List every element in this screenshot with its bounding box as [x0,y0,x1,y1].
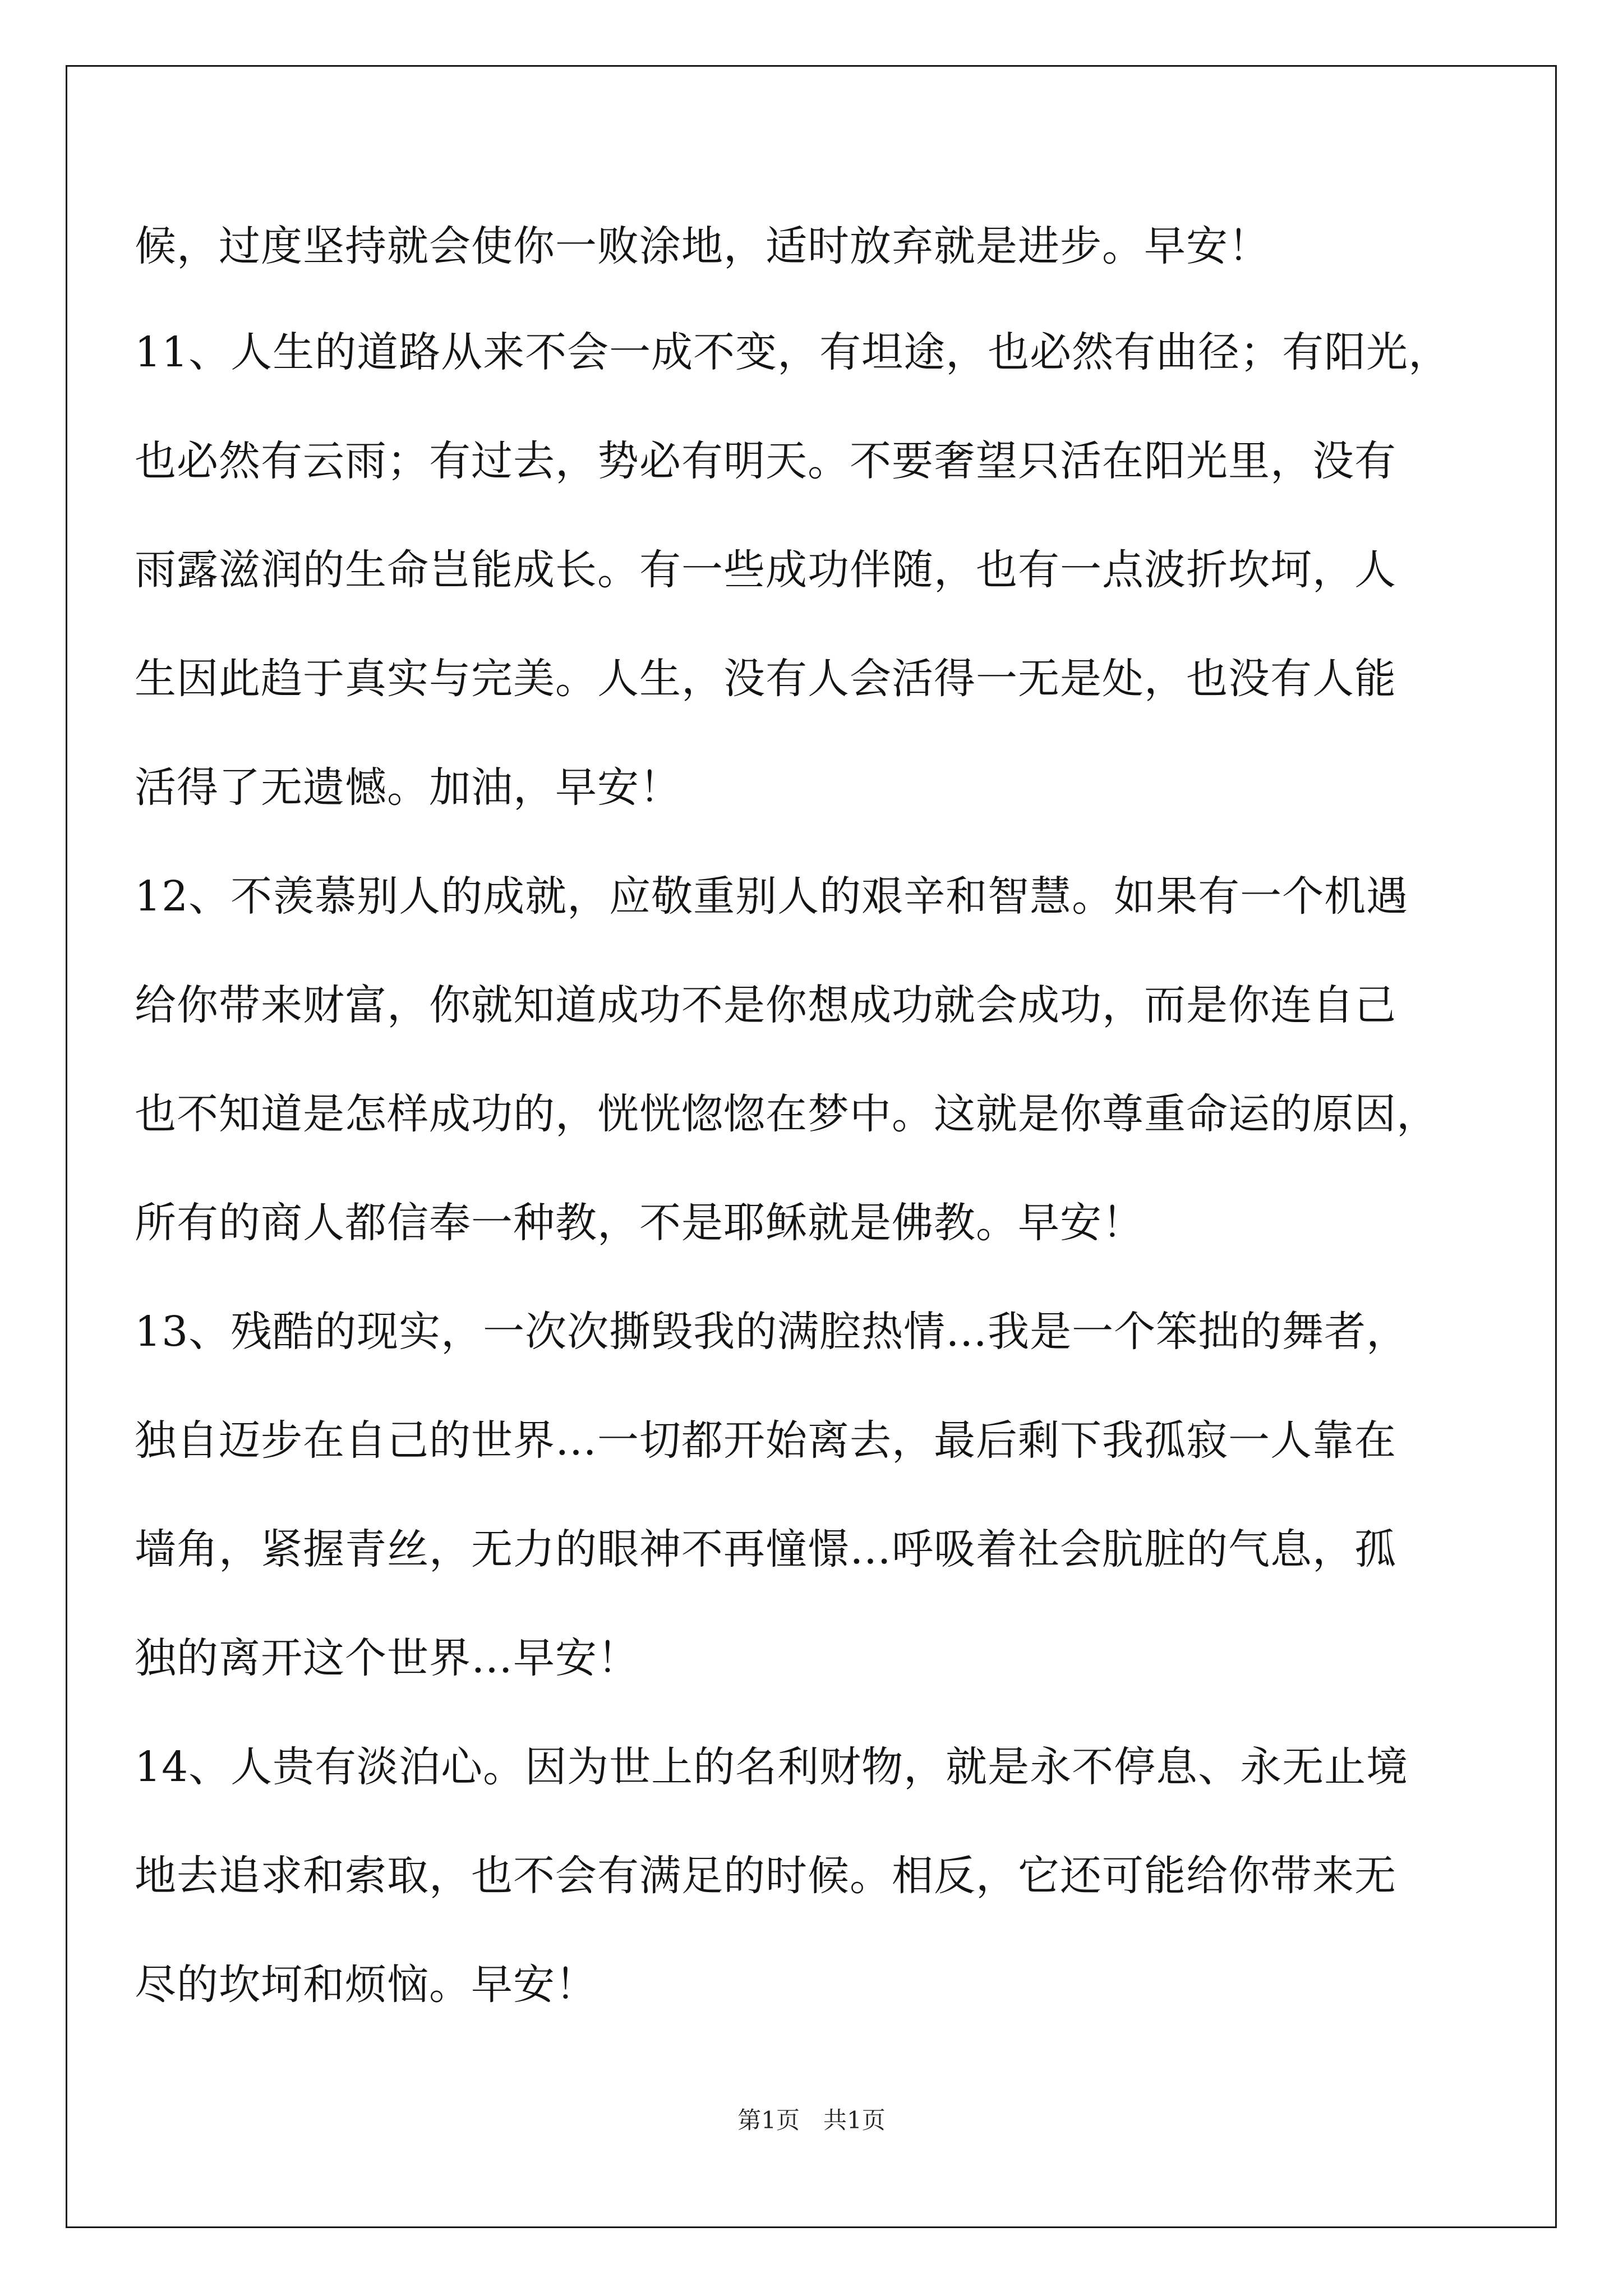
text-line: 11、人生的道路从来不会一成不变，有坦途，也必然有曲径；有阳光， [135,328,1451,376]
text-line: 生因此趋于真实与完美。人生，没有人会活得一无是处，也没有人能 [135,655,1396,703]
text-line: 独的离开这个世界…早安！ [135,1634,639,1682]
text-line: 活得了无遗憾。加油，早安！ [135,763,681,812]
text-line: 13、残酷的现实，一次次撕毁我的满腔热情…我是一个笨拙的舞者， [135,1308,1409,1356]
text-line: 雨露滋润的生命岂能成长。有一些成功伴随，也有一点波折坎坷，人 [135,546,1396,594]
text-line: 给你带来财富，你就知道成功不是你想成功就会成功，而是你连自己 [135,981,1396,1029]
page-number-footer: 第1页 共1页 [737,2106,886,2134]
text-line: 所有的商人都信奉一种教，不是耶稣就是佛教。早安！ [135,1199,1144,1247]
text-line: 12、不羡慕别人的成就，应敬重别人的艰辛和智慧。如果有一个机遇 [135,872,1409,921]
text-line: 候，过度坚持就会使你一败涂地，适时放弃就是进步。早安！ [135,222,1270,270]
text-line: 14、人贵有淡泊心。因为世上的名利财物，就是永不停息、永无止境 [135,1743,1409,1791]
text-line: 尽的坎坷和烦恼。早安！ [135,1961,597,2009]
text-line: 也不知道是怎样成功的，恍恍惚惚在梦中。这就是你尊重命运的原因， [135,1090,1438,1138]
text-line: 独自迈步在自己的世界…一切都开始离去，最后剩下我孤寂一人靠在 [135,1416,1396,1465]
text-line: 墙角，紧握青丝，无力的眼神不再憧憬…呼吸着社会肮脏的气息，孤 [135,1525,1396,1573]
text-line: 也必然有云雨；有过去，势必有明天。不要奢望只活在阳光里，没有 [135,437,1396,485]
text-line: 地去追求和索取，也不会有满足的时候。相反，它还可能给你带来无 [135,1852,1396,1900]
